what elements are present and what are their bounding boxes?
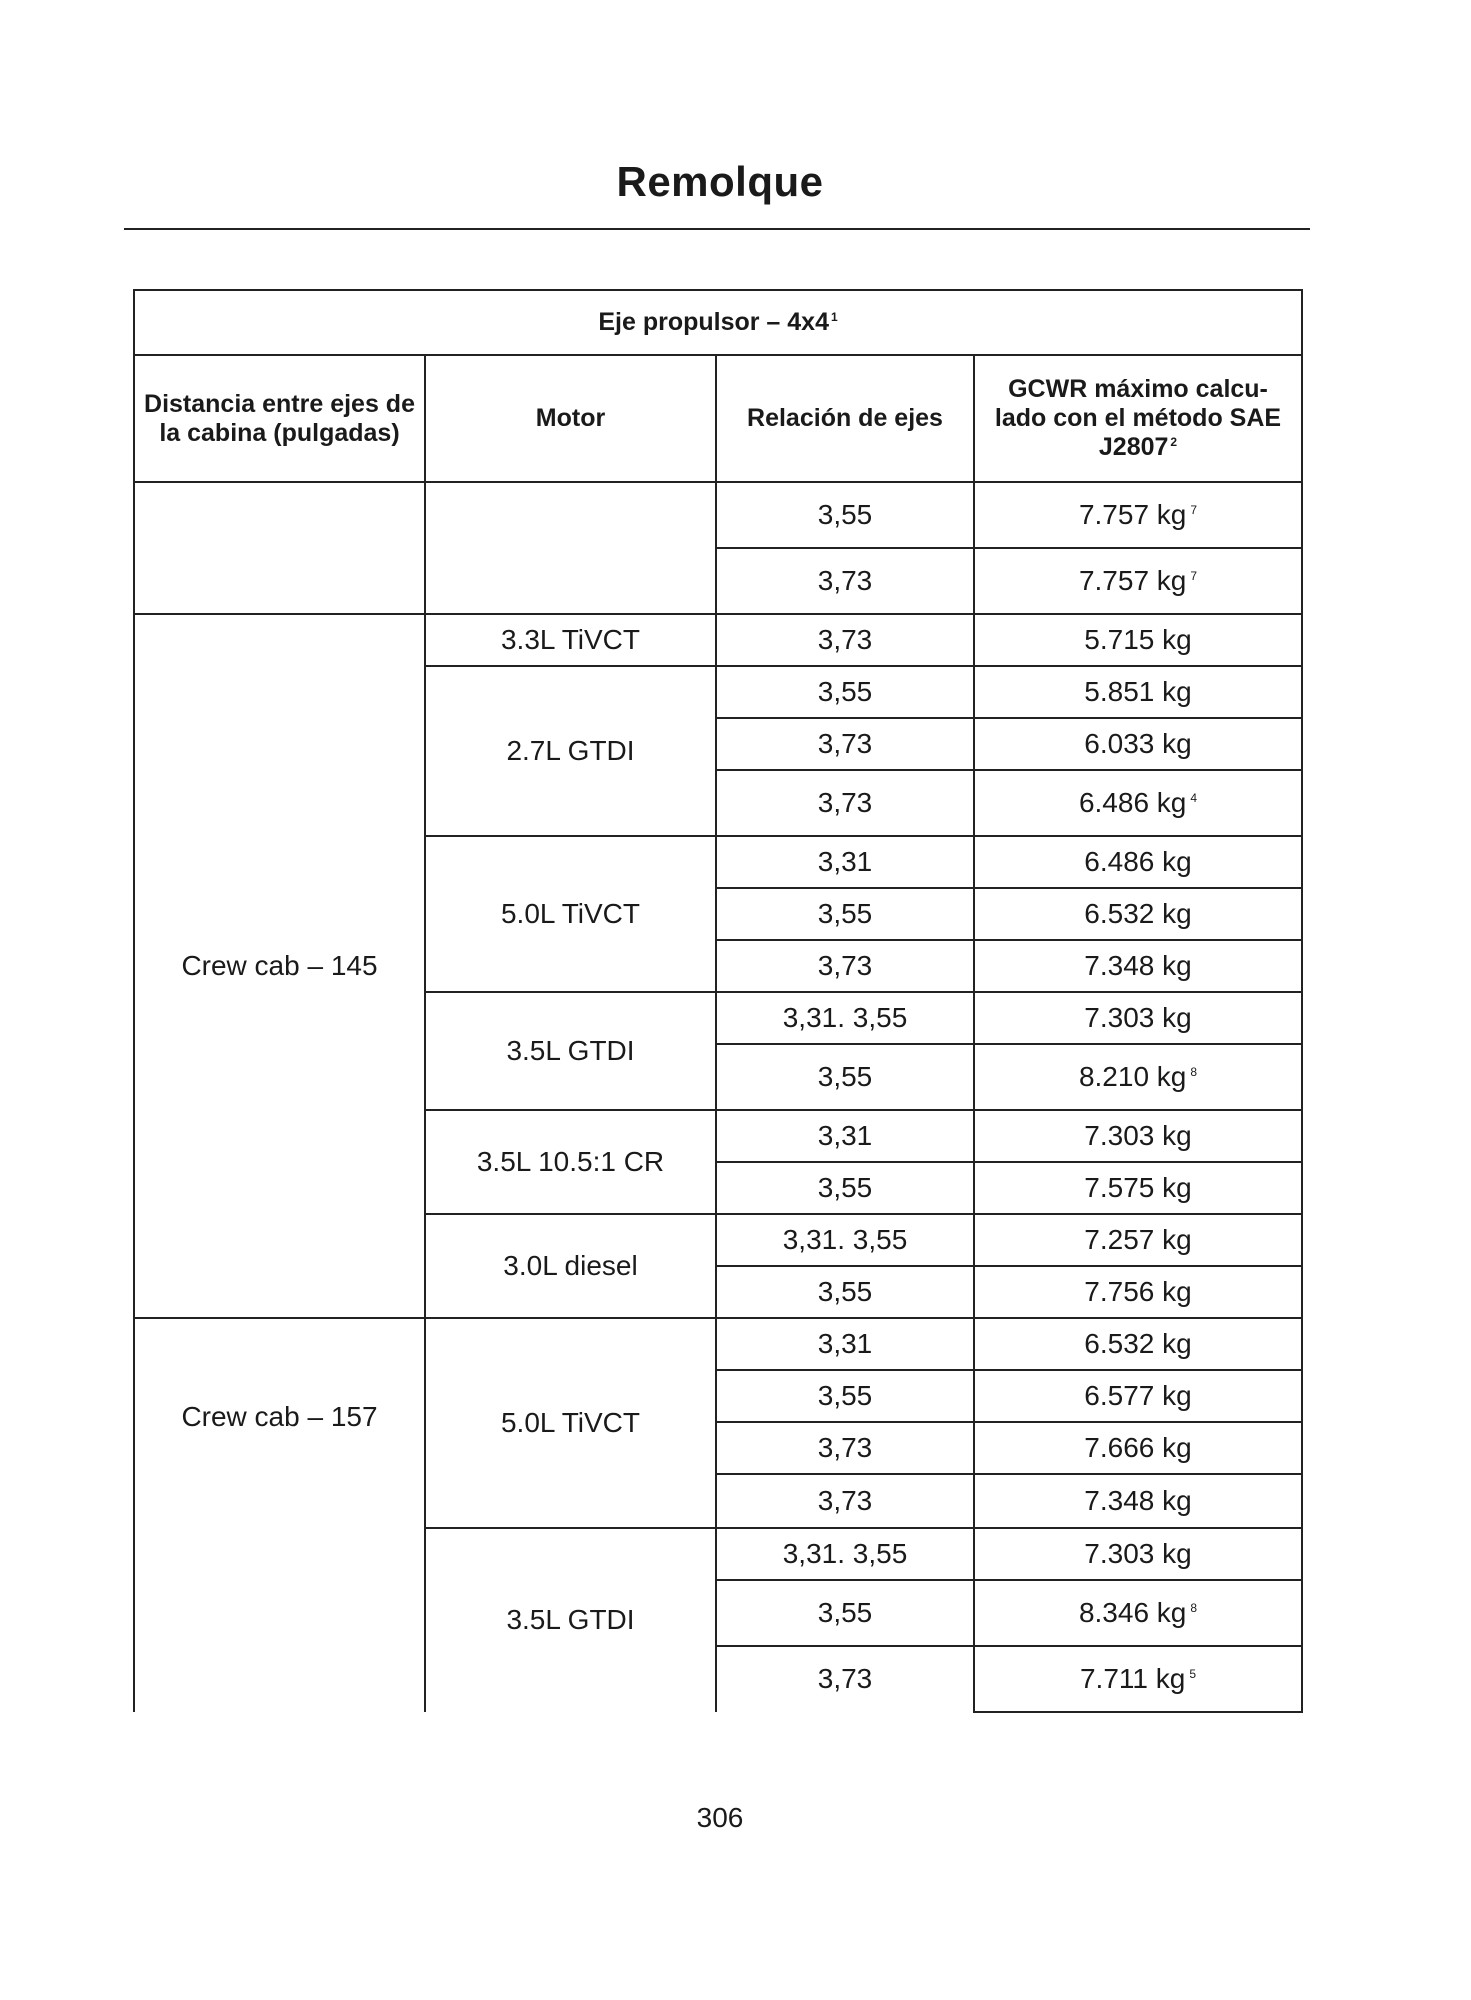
page-number: 306: [696, 1802, 744, 1833]
ratio-cell: 3,73: [716, 718, 974, 770]
engine-cell: [425, 482, 716, 614]
gcwr-cell: 5.851 kg: [974, 666, 1302, 718]
gcwr-cell: 6.033 kg: [974, 718, 1302, 770]
ratio-cell: 3,55: [716, 482, 974, 548]
col-header-gcwr: [974, 355, 1302, 482]
table-row: [134, 614, 1302, 666]
footnote-marker: 4: [1190, 790, 1198, 805]
ratio-cell: 3,31. 3,55: [716, 992, 974, 1044]
column-header-row: [134, 355, 1302, 482]
gcwr-cell: 7.257 kg: [974, 1214, 1302, 1266]
gcwr-cell: [974, 1580, 1302, 1646]
gcwr-cell: [974, 1044, 1302, 1110]
gcwr-cell: 5.715 kg: [974, 614, 1302, 666]
engine-cell: 2.7L GTDI: [425, 666, 716, 836]
gcwr-value: 8.346 kg: [1078, 1596, 1187, 1628]
ratio-cell: 3,55: [716, 1580, 974, 1646]
ratio-cell: 3,73: [716, 1422, 974, 1474]
gcwr-value: 6.486 kg: [1078, 786, 1187, 818]
gcwr-cell: 7.348 kg: [974, 1474, 1302, 1528]
table-header-row: [134, 290, 1302, 355]
ratio-cell: 3,73: [716, 770, 974, 836]
gcwr-value: 8.210 kg: [1078, 1060, 1187, 1092]
gcwr-value: 7.711 kg: [1079, 1662, 1186, 1694]
drive-header-cell: [134, 290, 1302, 355]
footnote-marker: 8: [1190, 1600, 1198, 1615]
gcwr-value: 7.757 kg: [1078, 564, 1187, 596]
ratio-cell: 3,73: [716, 1646, 974, 1712]
wheelbase-cell: Crew cab – 145: [134, 614, 425, 1318]
ratio-cell: 3,31: [716, 1318, 974, 1370]
wheelbase-cell: [134, 482, 425, 614]
ratio-cell: 3,55: [716, 1370, 974, 1422]
ratio-cell: 3,55: [716, 1162, 974, 1214]
ratio-cell: 3,55: [716, 1044, 974, 1110]
gcwr-header-text: GCWR máximo calcu- lado con el método SAE J2807: [994, 375, 1282, 461]
ratio-cell: 3,55: [716, 666, 974, 718]
footnote-marker: 1: [830, 309, 838, 324]
gcwr-cell: 6.577 kg: [974, 1370, 1302, 1422]
gcwr-cell: 7.575 kg: [974, 1162, 1302, 1214]
table-row: [134, 482, 1302, 548]
col-header-axle-ratio: Relación de ejes: [716, 355, 974, 482]
wheelbase-label: Crew cab – 157: [181, 1401, 378, 1432]
ratio-cell: 3,73: [716, 1474, 974, 1528]
engine-cell: 3.3L TiVCT: [425, 614, 716, 666]
ratio-cell: 3,31. 3,55: [716, 1214, 974, 1266]
ratio-cell: 3,31. 3,55: [716, 1528, 974, 1580]
page-title: Remolque: [616, 158, 824, 205]
gcwr-cell: [974, 482, 1302, 548]
footnote-marker: 2: [1170, 434, 1178, 449]
gcwr-cell: 7.348 kg: [974, 940, 1302, 992]
engine-cell: 5.0L TiVCT: [425, 836, 716, 992]
table-row: [134, 1318, 1302, 1370]
towing-table: [133, 289, 1303, 1713]
ratio-cell: 3,55: [716, 1266, 974, 1318]
footnote-marker: 5: [1189, 1666, 1197, 1681]
gcwr-cell: 7.756 kg: [974, 1266, 1302, 1318]
ratio-cell: 3,73: [716, 614, 974, 666]
gcwr-cell: 6.532 kg: [974, 1318, 1302, 1370]
gcwr-cell: [974, 770, 1302, 836]
ratio-cell: 3,31: [716, 1110, 974, 1162]
engine-cell: 3.5L 10.5:1 CR: [425, 1110, 716, 1214]
engine-cell: 3.5L GTDI: [425, 1528, 716, 1712]
gcwr-cell: [974, 1646, 1302, 1712]
drive-header: Eje propulsor – 4x4: [598, 308, 829, 337]
col-header-engine: Motor: [425, 355, 716, 482]
gcwr-cell: 6.486 kg: [974, 836, 1302, 888]
gcwr-value: 7.757 kg: [1078, 498, 1187, 530]
footnote-marker: 7: [1190, 568, 1198, 583]
gcwr-cell: 6.532 kg: [974, 888, 1302, 940]
gcwr-cell: 7.666 kg: [974, 1422, 1302, 1474]
gcwr-cell: 7.303 kg: [974, 1110, 1302, 1162]
wheelbase-cell: [134, 1318, 425, 1712]
gcwr-cell: 7.303 kg: [974, 1528, 1302, 1580]
footnote-marker: 8: [1190, 1064, 1198, 1079]
ratio-cell: 3,73: [716, 940, 974, 992]
engine-cell: 3.5L GTDI: [425, 992, 716, 1110]
gcwr-cell: [974, 548, 1302, 614]
ratio-cell: 3,31: [716, 836, 974, 888]
col-header-wheelbase: Distancia entre ejes de la cabina (pulgadas): [134, 355, 425, 482]
engine-cell: 3.0L diesel: [425, 1214, 716, 1318]
ratio-cell: 3,73: [716, 548, 974, 614]
ratio-cell: 3,55: [716, 888, 974, 940]
engine-cell: 5.0L TiVCT: [425, 1318, 716, 1528]
footnote-marker: 7: [1190, 502, 1198, 517]
title-divider: [124, 228, 1310, 230]
gcwr-cell: 7.303 kg: [974, 992, 1302, 1044]
